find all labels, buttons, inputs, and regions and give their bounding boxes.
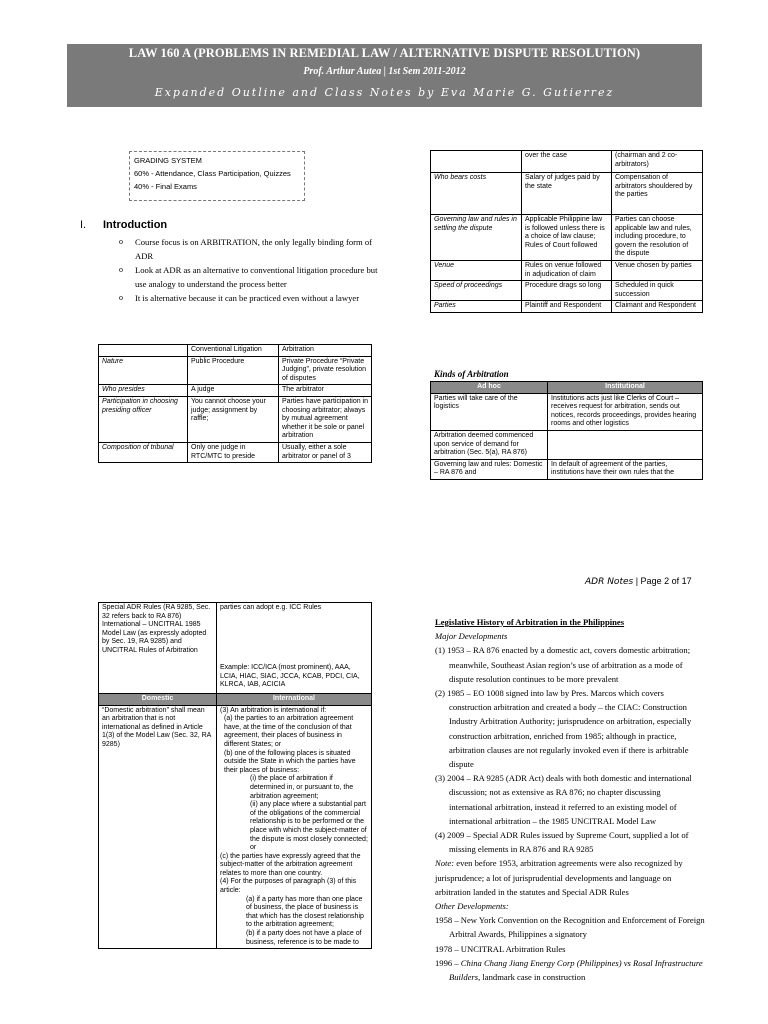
table-cell: Private Procedure “Private Judging”, private resolution of disputes xyxy=(279,356,372,385)
comparison-table xyxy=(98,344,372,463)
kinds-heading: Kinds of Arbitration xyxy=(434,369,509,379)
table-row xyxy=(431,393,703,430)
table-cell-text: parties can adopt e.g. ICC Rules xyxy=(220,604,322,611)
table-row xyxy=(431,281,703,301)
row-label: Participation in choosing presiding officer xyxy=(99,396,188,442)
table-row xyxy=(99,603,372,694)
course-title: LAW 160 A (PROBLEMS IN REMEDIAL LAW / ALTERNATIVE DISPUTE RESOLUTION) xyxy=(128,46,641,60)
table-row xyxy=(431,215,703,261)
row-label xyxy=(431,151,522,173)
list-item: (4) 2009 – Special ADR Rules issued by Supreme Court, supplied a lot of missing elements in RA 876 and RA 9285 xyxy=(435,830,689,855)
table-row xyxy=(431,173,703,215)
table-row xyxy=(431,430,703,459)
table-row xyxy=(431,459,703,479)
table-header-cell: Arbitration xyxy=(279,345,372,357)
list-item: (3) 2004 – RA 9285 (ADR Act) deals with both domestic and international discussion; not as extensive as RA 876; no chapter discussing international arbitration, instead it referred to an existing model of international arbitration – the 1985 UNCITRAL Model Law xyxy=(435,773,692,826)
row-label: Who bears costs xyxy=(431,173,522,215)
table-row xyxy=(99,694,372,706)
table-cell: Scheduled in quick succession xyxy=(612,281,703,301)
paragraph: (ii) any place where a substantial part of the obligations of the commercial relationship is to be performed or the place with which the subject-matter of the dispute is most closely connected; or xyxy=(250,801,368,852)
intro-bullets xyxy=(116,235,381,305)
legislative-history xyxy=(435,615,705,984)
table-cell: Claimant and Respondent xyxy=(612,301,703,313)
table-cell: Rules on venue followed in adjudication of claim xyxy=(522,260,612,280)
section-heading xyxy=(80,219,167,231)
grading-line: 40% - Final Exams xyxy=(134,182,197,191)
table-cell: over the case xyxy=(522,151,612,173)
table-row xyxy=(99,345,372,357)
table-cell: The arbitrator xyxy=(279,385,372,397)
table-row xyxy=(99,396,372,442)
table-row xyxy=(431,301,703,313)
bullet-item: o Course focus is on ARBITRATION, the only legally binding form of ADR xyxy=(116,235,381,263)
bullet-item: o It is alternative because it can be practiced even without a lawyer xyxy=(116,291,381,305)
note-label: Note: xyxy=(435,858,455,869)
page-footer xyxy=(585,576,692,587)
paragraph: (4) For the purposes of paragraph (3) of this article: xyxy=(220,878,357,895)
kinds-table xyxy=(430,381,703,480)
paragraph: (a) the parties to an arbitration agreement have, at the time of the conclusion of that agreement, their places of business in different States; or xyxy=(224,715,354,748)
row-label: Composition of tribunal xyxy=(99,442,188,462)
table-cell: Arbitration deemed commenced upon service of demand for arbitration (Sec. 5(a), RA 876) xyxy=(431,430,548,459)
table-cell: Parties have participation in choosing arbitrator; always by mutual agreement whether it be sole or panel arbitration xyxy=(279,396,372,442)
comparison-table-continued xyxy=(430,150,703,313)
list-item xyxy=(435,956,705,984)
section-heading: Legislative History of Arbitration in the Philippines xyxy=(435,617,625,627)
row-label: Governing law and rules in settling the dispute xyxy=(431,215,522,261)
list-item: 1958 – New York Convention on the Recognition and Enforcement of Foreign Arbitral Awards, Philippines a signatory xyxy=(435,915,705,940)
table-cell-text: Example: ICC/ICA (most prominent), AAA, LCIA, HIAC, SIAC, JCCA, KCAB, PDCI, CIA, KLRCA, IAB, ACICIA xyxy=(220,664,360,689)
grading-title: GRADING SYSTEM xyxy=(134,156,202,165)
row-label: Parties xyxy=(431,301,522,313)
footer-brand: ADR Notes xyxy=(585,577,634,587)
table-cell: Special ADR Rules (RA 9285, Sec. 32 refers back to RA 876) International – UNCITRAL 1985 Model Law (as expressly adopted by Sec. 19, RA 9285) and UNCITRAL Rules of Arbitration xyxy=(99,603,217,694)
table-cell xyxy=(217,705,372,949)
table-cell xyxy=(217,603,372,694)
list-item: (1) 1953 – RA 876 enacted by a domestic act, covers domestic arbitration; meanwhile, Southeast Asian region’s use of arbitration as a mode of dispute resolution continues to be more prevalent xyxy=(435,645,691,684)
table-cell: Governing law and rules: Domestic – RA 876 and xyxy=(431,459,548,479)
table-cell: Applicable Philippine law is followed unless there is a choice of law clause; Rules of Court followed xyxy=(522,215,612,261)
table-row xyxy=(431,260,703,280)
table-header-cell: Conventional Litigation xyxy=(188,345,279,357)
table-row xyxy=(431,382,703,394)
paragraph: (i) the place of arbitration if determined in, or pursuant to, the arbitration agreement; xyxy=(250,775,354,800)
page-number: | Page 2 of 17 xyxy=(635,576,692,586)
domestic-international-table xyxy=(98,602,372,949)
table-header-cell: Ad hoc xyxy=(431,382,548,394)
table-row xyxy=(99,356,372,385)
table-row xyxy=(99,442,372,462)
grading-box xyxy=(129,151,305,201)
subheading: Other Developments: xyxy=(435,901,509,912)
course-subtitle: Prof. Arthur Autea | 1st Sem 2011-2012 xyxy=(303,66,466,77)
list-item: 1978 – UNCITRAL Arbitration Rules xyxy=(435,943,566,954)
row-label: Venue xyxy=(431,260,522,280)
table-cell: Venue chosen by parties xyxy=(612,260,703,280)
table-cell: Parties can choose applicable law and rules, including procedure, to govern the resolution of the dispute xyxy=(612,215,703,261)
dev-text: , landmark case in construction xyxy=(478,972,586,983)
paragraph: (3) An arbitration is international if: xyxy=(220,706,327,714)
table-cell: Usually, either a sole arbitrator or panel of 3 xyxy=(279,442,372,462)
paragraph: (a) if a party has more than one place of business, the place of business is that which has the closest relationship to the arbitration agreement; xyxy=(246,895,364,929)
note-text: even before 1953, arbitration agreements were also recognized by jurisprudence; a lot of jurisprudential developments and language on arbitration landed in the statutes and Special ADR Rules xyxy=(435,858,683,897)
table-header-cell: International xyxy=(217,694,372,706)
table-row xyxy=(99,705,372,949)
note xyxy=(435,856,705,899)
paragraph: (b) one of the following places is situated outside the State in which the parties have their places of business: xyxy=(224,749,356,774)
table-cell: Only one judge in RTC/MTC to preside xyxy=(188,442,279,462)
dev-year: 1996 – xyxy=(435,957,459,968)
case-name: China Chang Jiang Energy Corp (Philippines) vs Rosal Infrastructure Builders xyxy=(449,957,703,983)
table-cell: Parties will take care of the logistics xyxy=(431,393,548,430)
outline-tagline: Expanded Outline and Class Notes by Eva Marie G. Gutierrez xyxy=(154,86,615,99)
table-row xyxy=(431,151,703,173)
list-item: (2) 1985 – EO 1008 signed into law by Pres. Marcos which covers construction arbitration and created a body – the CIAC: Construction Industry Arbitration Authority; jurisprudence on arbitration, especially construction arbitration, enriched from 1985; although in practice, arbitration clauses are not regularly invoked even if there is arbitrable dispute xyxy=(435,688,692,770)
paragraph: (b) if a party does not have a place of business, reference is to be made to xyxy=(246,930,362,946)
section-title: Introduction xyxy=(103,219,168,231)
paragraph: (c) the parties have expressly agreed that the subject-matter of the arbitration agreement relates to more than one country. xyxy=(220,852,361,877)
table-header-cell: Domestic xyxy=(99,694,217,706)
row-label: Nature xyxy=(99,356,188,385)
row-label: Who presides xyxy=(99,385,188,397)
table-cell: Public Procedure xyxy=(188,356,279,385)
table-header-cell xyxy=(99,345,188,357)
table-row xyxy=(99,385,372,397)
table-cell xyxy=(548,430,703,459)
table-cell: Compensation of arbitrators shouldered by the parties xyxy=(612,173,703,215)
table-cell: In default of agreement of the parties, institutions have their own rules that the xyxy=(548,459,703,479)
row-label: Speed of proceedings xyxy=(431,281,522,301)
table-cell: You cannot choose your judge; assignment by raffle; xyxy=(188,396,279,442)
table-cell: (chairman and 2 co-arbitrators) xyxy=(612,151,703,173)
grading-line: 60% - Attendance, Class Participation, Quizzes xyxy=(134,169,291,178)
table-cell: Plaintiff and Respondent xyxy=(522,301,612,313)
section-number: I. xyxy=(80,219,87,231)
table-cell: Procedure drags so long xyxy=(522,281,612,301)
bullet-item: o Look at ADR as an alternative to conventional litigation procedure but use analogy to understand the process better xyxy=(116,263,381,291)
table-cell: “Domestic arbitration” shall mean an arbitration that is not international as defined in Article 1(3) of the Model Law (Sec. 32, RA 9285) xyxy=(99,705,217,949)
table-cell: Salary of judges paid by the state xyxy=(522,173,612,215)
table-cell: Institutions acts just like Clerks of Court – receives request for arbitration, sends out notices, records proceedings, provides hearing rooms and other logistics xyxy=(548,393,703,430)
subheading: Major Developments xyxy=(435,631,508,642)
table-cell: A judge xyxy=(188,385,279,397)
table-header-cell: Institutional xyxy=(548,382,703,394)
page-header xyxy=(67,44,702,107)
